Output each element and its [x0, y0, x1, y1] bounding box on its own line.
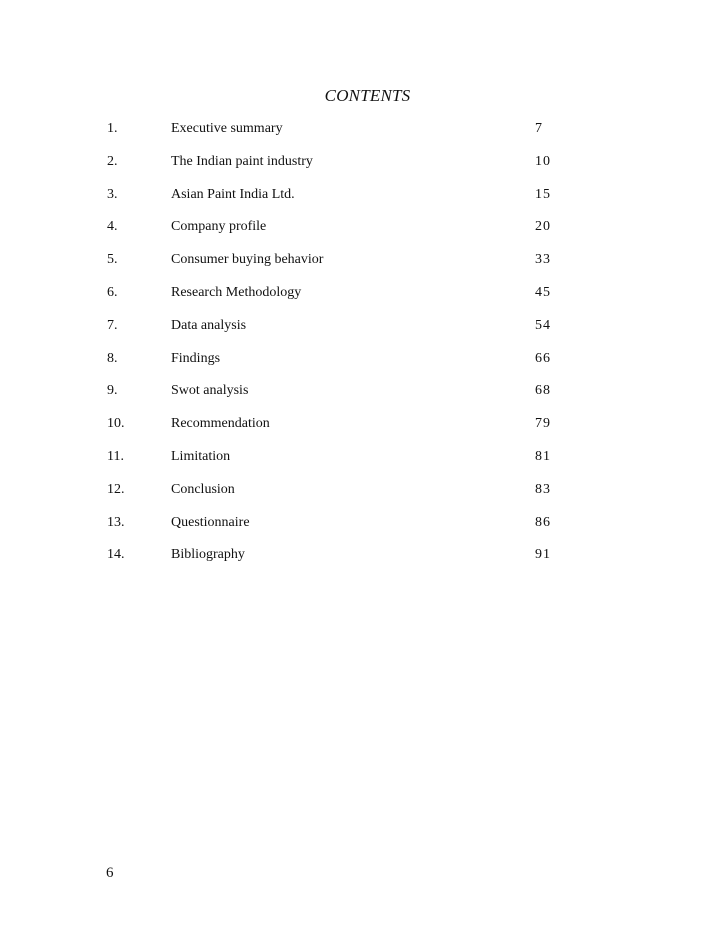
toc-entry-page: 7 — [535, 121, 543, 136]
toc-entry-title: Consumer buying behavior — [171, 252, 324, 268]
toc-entry — [107, 349, 567, 382]
toc-entry-title: Bibliography — [171, 547, 245, 563]
toc-entry-title: Company profile — [171, 219, 267, 235]
toc-entry-number: 14. — [107, 547, 125, 563]
toc-entry-title: Executive summary — [171, 121, 283, 136]
toc-entry-number: 1. — [107, 121, 118, 136]
toc-entry-page: 45 — [535, 284, 551, 300]
toc-entry-title: Recommendation — [171, 416, 270, 432]
toc-entry-number: 2. — [107, 153, 118, 169]
toc-entry-title: Swot analysis — [171, 383, 249, 399]
toc-entry-page: 81 — [535, 448, 551, 464]
toc-entry-page: 20 — [535, 219, 551, 235]
toc-entry-page: 66 — [535, 350, 551, 366]
toc-entry — [107, 381, 567, 414]
toc-entry-title: Research Methodology — [171, 284, 302, 300]
toc-entry — [107, 545, 567, 578]
toc-entry — [107, 480, 567, 513]
toc-entry-page: 91 — [535, 547, 551, 563]
toc-entry-number: 8. — [107, 350, 118, 366]
contents-title: CONTENTS — [324, 86, 411, 105]
toc-entry-page: 79 — [535, 416, 551, 432]
toc-entry-number: 7. — [107, 317, 118, 333]
toc-entry-page: 83 — [535, 481, 551, 497]
toc-entry — [107, 513, 567, 546]
toc-entry-title: Questionnaire — [171, 514, 250, 530]
toc-entry-page: 54 — [535, 317, 551, 333]
toc-entry — [107, 414, 567, 447]
toc-entry-page: 33 — [535, 252, 551, 268]
toc-entry — [107, 152, 567, 185]
toc-entry-page: 15 — [535, 186, 551, 202]
toc-entry-number: 9. — [107, 383, 118, 399]
toc-entry — [107, 217, 567, 250]
toc-entry-title: The Indian paint industry — [171, 153, 313, 169]
toc-entry-number: 11. — [107, 448, 124, 464]
toc-entry-number: 5. — [107, 252, 118, 268]
toc-entry — [107, 447, 567, 480]
toc-entry-number: 12. — [107, 481, 125, 497]
toc-entry-title: Limitation — [171, 448, 231, 464]
toc-entry-title: Data analysis — [171, 317, 247, 333]
toc-entry — [107, 283, 567, 316]
toc-entry-number: 3. — [107, 186, 118, 202]
page-number: 6 — [106, 865, 114, 881]
toc-entry-number: 4. — [107, 219, 118, 235]
toc-entry-title: Conclusion — [171, 481, 235, 497]
table-of-contents — [107, 119, 567, 578]
toc-entry-page: 10 — [535, 153, 551, 169]
toc-entry — [107, 316, 567, 349]
toc-entry-title: Asian Paint India Ltd. — [171, 186, 295, 202]
toc-entry — [107, 250, 567, 283]
toc-entry — [107, 119, 567, 152]
toc-entry-title: Findings — [171, 350, 221, 366]
toc-entry-page: 86 — [535, 514, 551, 530]
toc-entry — [107, 185, 567, 218]
toc-entry-number: 13. — [107, 514, 125, 530]
toc-entry-number: 10. — [107, 416, 125, 432]
toc-entry-number: 6. — [107, 284, 118, 300]
toc-entry-page: 68 — [535, 383, 551, 399]
